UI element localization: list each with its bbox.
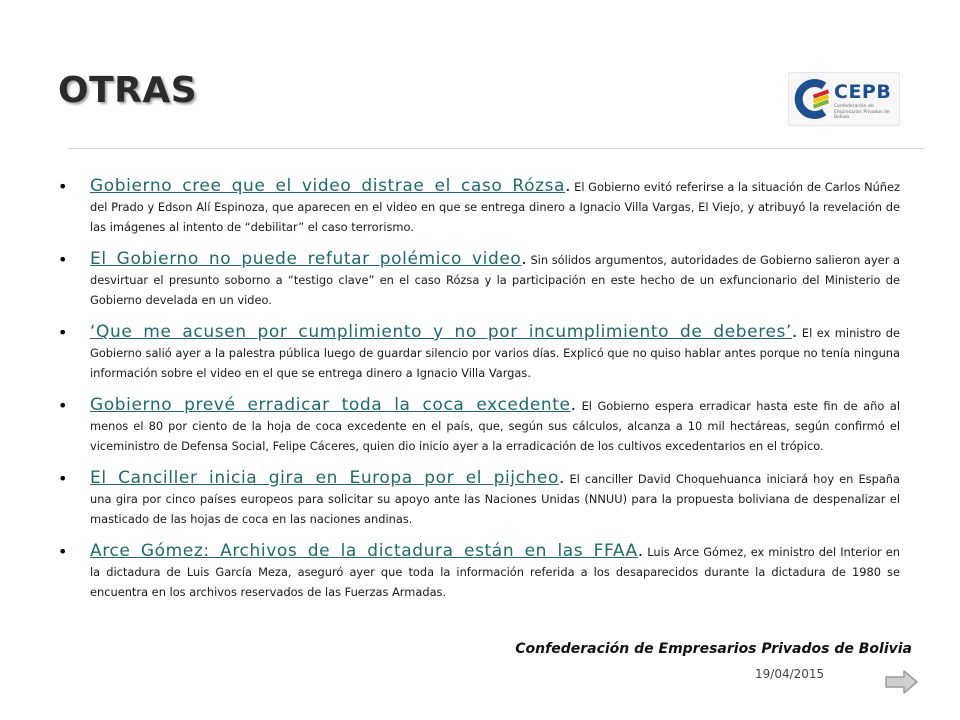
news-summary: El Gobierno evitó referirse a la situación de Carlos Núñez del Prado y Edson Alí Espinoza, que aparecen en el video en que se entrega dinero a Ignacio Villa Vargas, El Viejo, y atribuyó la revelación de las imágenes al intento de “debilitar” el caso terrorismo. bbox=[90, 180, 901, 234]
news-summary: Sin sólidos argumentos, autoridades de Gobierno salieron ayer a desvirtuar el presunto soborno a “testigo clave” en el caso Rózsa y la participación en este hecho de un exfuncionario del Ministerio de Gobierno develada en un video. bbox=[90, 253, 900, 307]
news-headline-link[interactable]: Arce Gómez: Archivos de la dictadura están en las FFAA bbox=[90, 541, 638, 561]
news-item bbox=[58, 395, 900, 456]
news-summary: El Gobierno espera erradicar hasta este fin de año al menos el 80 por ciento de la hoja de coca excedente en el país, que, según sus cálculos, alcanza a 10 mil hectáreas, según confirmó el viceministro de Defensa Social, Felipe Cáceres, quien dio inicio ayer a la erradicación de los cultivos excedentarios en el trópico. bbox=[90, 399, 900, 453]
news-headline-link[interactable]: Gobierno prevé erradicar toda la coca excedente bbox=[90, 395, 571, 415]
cepb-logo-mark-icon bbox=[791, 77, 833, 121]
headline-separator: . bbox=[637, 541, 644, 561]
bullet-icon: • bbox=[58, 396, 68, 415]
news-summary: El ex ministro de Gobierno salió ayer a la palestra pública luego de guardar silencio por varios días. Explicó que no quiso hablar antes porque no tenía ninguna información sobre el video en el que se entrega dinero a Ignacio Villa Vargas. bbox=[90, 326, 901, 380]
bullet-icon: • bbox=[58, 250, 68, 269]
news-item bbox=[58, 249, 900, 310]
cepb-logo bbox=[788, 72, 900, 126]
news-headline-link[interactable]: Gobierno cree que el video distrae el caso Rózsa bbox=[90, 176, 566, 196]
news-item bbox=[58, 468, 900, 529]
news-headline-link[interactable]: El Gobierno no puede refutar polémico video bbox=[90, 249, 522, 269]
news-item bbox=[58, 322, 900, 383]
news-summary: Luis Arce Gómez, ex ministro del Interior en la dictadura de Luis García Meza, aseguró ayer que toda la información referida a los desaparecidos durante la dictadura de 1980 se encuentra en los archivos reservados de las Fuerzas Armadas. bbox=[90, 545, 900, 599]
news-headline-link[interactable]: El Canciller inicia gira en Europa por el pijcheo bbox=[90, 468, 559, 488]
logo-subtitle: Confederación de Empresarios Privados de Bolivia bbox=[834, 104, 890, 120]
bullet-icon: • bbox=[58, 542, 68, 561]
bullet-icon: • bbox=[58, 469, 68, 488]
news-summary: El canciller David Choquehuanca iniciará hoy en España una gira por cinco países europeos para solicitar su apoyo ante las Naciones Unidas (NNUU) para la propuesta boliviana de despenalizar el masticado de las hojas de coca en las naciones andinas. bbox=[90, 472, 901, 526]
slide-title: OTRAS bbox=[58, 70, 198, 111]
header-divider bbox=[68, 148, 924, 149]
right-arrow-icon[interactable] bbox=[884, 668, 920, 696]
logo-wordmark: CEPB bbox=[834, 81, 892, 103]
news-item bbox=[58, 541, 900, 602]
bullet-icon: • bbox=[58, 323, 68, 342]
headline-separator: . bbox=[791, 322, 798, 342]
news-headline-link[interactable]: ‘Que me acusen por cumplimiento y no por incumplimiento de deberes’ bbox=[90, 322, 792, 342]
headline-separator: . bbox=[521, 249, 527, 269]
bullet-icon: • bbox=[58, 177, 68, 196]
news-list bbox=[58, 176, 900, 614]
news-item bbox=[58, 176, 900, 237]
headline-separator: . bbox=[565, 176, 571, 196]
headline-separator: . bbox=[570, 395, 577, 415]
footer-date: 19/04/2015 bbox=[755, 667, 825, 681]
footer-organization: Confederación de Empresarios Privados de Bolivia bbox=[515, 641, 912, 657]
headline-separator: . bbox=[559, 468, 565, 488]
